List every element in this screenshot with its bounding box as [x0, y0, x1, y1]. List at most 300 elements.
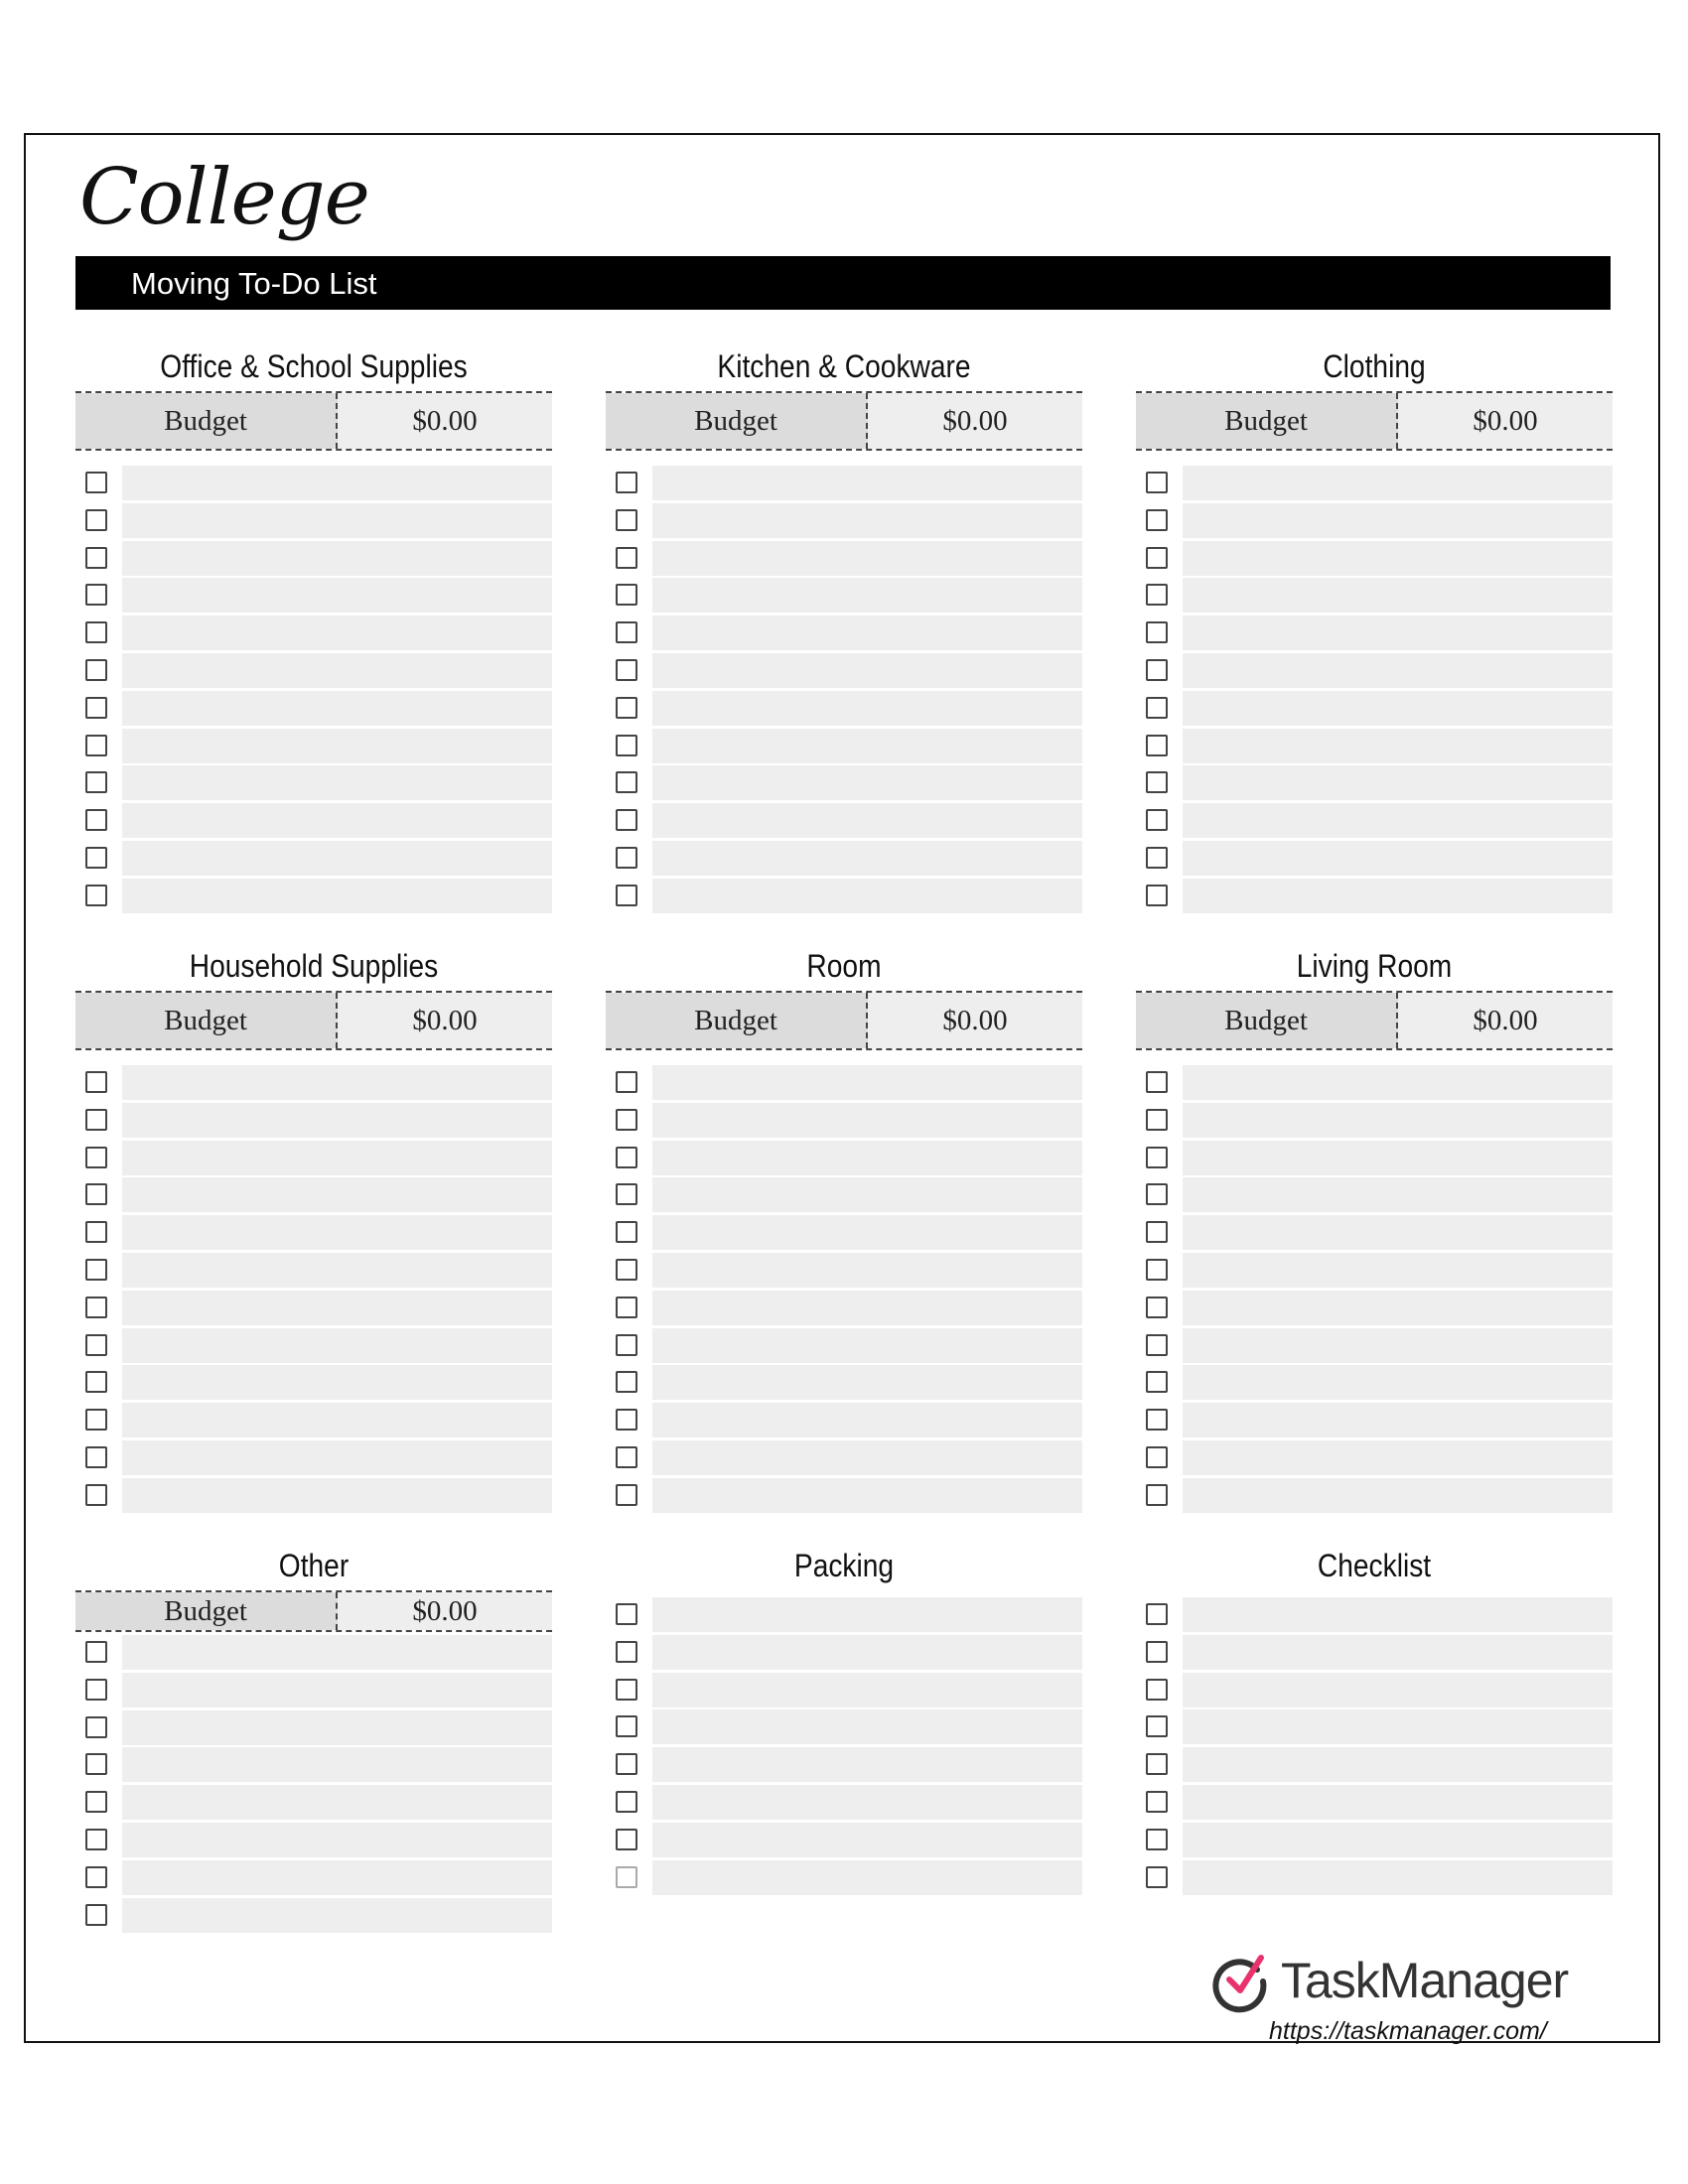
- checkbox[interactable]: [616, 1259, 637, 1281]
- checkbox[interactable]: [616, 1071, 637, 1093]
- task-entry-field[interactable]: [652, 1478, 1082, 1513]
- checkbox[interactable]: [616, 1183, 637, 1205]
- checkbox[interactable]: [1146, 1071, 1168, 1093]
- checkbox[interactable]: [1146, 1679, 1168, 1701]
- checklist-row: [606, 1214, 1082, 1252]
- checklist-row: [606, 1140, 1082, 1177]
- checklist-row: [1136, 1290, 1613, 1327]
- budget-value-field[interactable]: $0.00: [1398, 393, 1613, 449]
- checkbox[interactable]: [616, 584, 637, 606]
- task-entry-field[interactable]: [652, 1177, 1082, 1212]
- checklist-row: [75, 764, 552, 802]
- task-entry-field[interactable]: [652, 841, 1082, 876]
- checklist-row: [75, 1439, 552, 1477]
- task-entry-field[interactable]: [122, 1365, 552, 1400]
- task-entry-field[interactable]: [122, 615, 552, 650]
- task-entry-field[interactable]: [652, 1403, 1082, 1437]
- checklist-row: [606, 1402, 1082, 1439]
- checkbox[interactable]: [616, 771, 637, 793]
- task-entry-field[interactable]: [122, 1253, 552, 1288]
- brand-name: TaskManager: [1281, 1953, 1569, 2008]
- task-entry-field[interactable]: [652, 729, 1082, 763]
- checkbox[interactable]: [85, 1297, 107, 1318]
- checkbox[interactable]: [85, 1641, 107, 1663]
- checklist-row: [75, 1214, 552, 1252]
- checkbox[interactable]: [616, 1791, 637, 1813]
- checkbox[interactable]: [616, 1866, 637, 1888]
- task-entry-field[interactable]: [652, 1709, 1082, 1744]
- budget-value-field[interactable]: $0.00: [1398, 993, 1613, 1048]
- task-entry-field[interactable]: [1183, 578, 1613, 613]
- checkbox[interactable]: [616, 1297, 637, 1318]
- checkbox[interactable]: [616, 547, 637, 569]
- task-entry-field[interactable]: [652, 466, 1082, 500]
- task-entry-field[interactable]: [1183, 1785, 1613, 1820]
- section-kitchen-cookware: [606, 341, 1082, 915]
- checkbox[interactable]: [1146, 1866, 1168, 1888]
- checkbox[interactable]: [616, 809, 637, 831]
- checkbox[interactable]: [85, 1716, 107, 1738]
- checkbox[interactable]: [616, 509, 637, 531]
- checklist-row: [606, 1064, 1082, 1102]
- checkbox[interactable]: [616, 1679, 637, 1701]
- task-entry-field[interactable]: [122, 765, 552, 800]
- checkbox[interactable]: [1146, 1334, 1168, 1356]
- task-entry-field[interactable]: [1183, 1328, 1613, 1363]
- checkbox[interactable]: [1146, 1484, 1168, 1506]
- checkbox[interactable]: [616, 1109, 637, 1131]
- section-office-school-supplies: [75, 341, 552, 915]
- budget-value-field[interactable]: $0.00: [338, 393, 552, 449]
- checkbox[interactable]: [1146, 547, 1168, 569]
- task-entry-field[interactable]: [1183, 1597, 1613, 1632]
- checkbox[interactable]: [85, 1679, 107, 1701]
- checkbox[interactable]: [1146, 1715, 1168, 1737]
- checkbox[interactable]: [1146, 1829, 1168, 1850]
- checkbox[interactable]: [1146, 1446, 1168, 1468]
- task-entry-field[interactable]: [1183, 1291, 1613, 1325]
- checklist-row: [1136, 1214, 1613, 1252]
- checkbox[interactable]: [85, 1259, 107, 1281]
- task-entry-field[interactable]: [1183, 503, 1613, 538]
- task-entry-field[interactable]: [122, 1328, 552, 1363]
- checklist-row: [1136, 652, 1613, 690]
- checkbox[interactable]: [1146, 584, 1168, 606]
- checkbox[interactable]: [616, 1147, 637, 1168]
- task-entry-field[interactable]: [1183, 765, 1613, 800]
- checklist-row: [75, 465, 552, 502]
- checkbox[interactable]: [1146, 1297, 1168, 1318]
- checkbox[interactable]: [1146, 472, 1168, 493]
- budget-value-field[interactable]: $0.00: [338, 993, 552, 1048]
- checklist-row: [1136, 465, 1613, 502]
- task-entry-field[interactable]: [1183, 1103, 1613, 1138]
- task-entry-field[interactable]: [652, 1141, 1082, 1175]
- checkbox[interactable]: [85, 659, 107, 681]
- task-entry-field[interactable]: [652, 1785, 1082, 1820]
- checklist-row: [1136, 1176, 1613, 1214]
- task-entry-field[interactable]: [122, 653, 552, 688]
- checklist-row: [75, 1064, 552, 1102]
- checklist-row: [75, 614, 552, 652]
- checklist-row: [75, 1822, 552, 1859]
- checklist-row: [75, 1634, 552, 1672]
- task-entry-field[interactable]: [652, 1253, 1082, 1288]
- checklist-row: [1136, 1822, 1613, 1859]
- checkbox[interactable]: [85, 1791, 107, 1813]
- checklist: [606, 1064, 1082, 1515]
- task-entry-field[interactable]: [652, 1291, 1082, 1325]
- section-clothing: [1136, 341, 1613, 915]
- checkbox[interactable]: [85, 472, 107, 493]
- task-entry-field[interactable]: [1183, 1747, 1613, 1782]
- section-title: Other: [278, 1548, 350, 1583]
- checkbox[interactable]: [85, 809, 107, 831]
- budget-value-field[interactable]: $0.00: [338, 1592, 552, 1630]
- checkbox[interactable]: [85, 847, 107, 869]
- task-entry-field[interactable]: [122, 1710, 552, 1745]
- checklist-row: [1136, 764, 1613, 802]
- task-entry-field[interactable]: [652, 691, 1082, 726]
- task-entry-field[interactable]: [1183, 1440, 1613, 1475]
- task-entry-field[interactable]: [122, 1785, 552, 1820]
- task-entry-field[interactable]: [122, 1065, 552, 1100]
- checklist-row: [75, 878, 552, 915]
- task-entry-field[interactable]: [1183, 803, 1613, 838]
- checkbox[interactable]: [85, 1109, 107, 1131]
- checklist-row: [75, 1252, 552, 1290]
- checkbox[interactable]: [1146, 1791, 1168, 1813]
- task-entry-field[interactable]: [652, 1597, 1082, 1632]
- task-entry-field[interactable]: [122, 1478, 552, 1513]
- checkbox[interactable]: [616, 1753, 637, 1775]
- budget-value-field[interactable]: $0.00: [868, 993, 1082, 1048]
- checklist: [75, 465, 552, 915]
- task-entry-field[interactable]: [652, 1440, 1082, 1475]
- checkbox[interactable]: [85, 584, 107, 606]
- task-entry-field[interactable]: [1183, 1823, 1613, 1857]
- task-entry-field[interactable]: [1183, 653, 1613, 688]
- task-entry-field[interactable]: [1183, 615, 1613, 650]
- section-title: Kitchen & Cookware: [717, 348, 971, 384]
- checkbox[interactable]: [1146, 771, 1168, 793]
- task-entry-field[interactable]: [122, 841, 552, 876]
- task-entry-field[interactable]: [1183, 1403, 1613, 1437]
- task-entry-field[interactable]: [1183, 1709, 1613, 1744]
- checklist-row: [75, 1709, 552, 1747]
- brand-logo: [1209, 1950, 1626, 2019]
- checkbox[interactable]: [616, 1603, 637, 1625]
- task-entry-field[interactable]: [122, 1823, 552, 1857]
- budget-label: Budget: [75, 993, 338, 1048]
- checkbox[interactable]: [85, 1446, 107, 1468]
- checkbox[interactable]: [616, 1409, 637, 1431]
- budget-row: [1136, 991, 1613, 1050]
- task-entry-field[interactable]: [1183, 1177, 1613, 1212]
- checkbox[interactable]: [85, 1829, 107, 1850]
- task-entry-field[interactable]: [122, 1291, 552, 1325]
- task-entry-field[interactable]: [1183, 1365, 1613, 1400]
- checklist-row: [606, 1822, 1082, 1859]
- task-entry-field[interactable]: [1183, 1141, 1613, 1175]
- task-entry-field[interactable]: [652, 615, 1082, 650]
- checklist-row: [75, 1672, 552, 1709]
- checklist-row: [1136, 1252, 1613, 1290]
- task-entry-field[interactable]: [122, 541, 552, 576]
- checkbox[interactable]: [1146, 1753, 1168, 1775]
- checklist-row: [75, 652, 552, 690]
- checklist-row: [1136, 1708, 1613, 1746]
- checklist-row: [75, 1784, 552, 1822]
- checklist-row: [75, 540, 552, 578]
- task-entry-field[interactable]: [652, 1860, 1082, 1895]
- checklist-row: [606, 1176, 1082, 1214]
- checkbox[interactable]: [1146, 1109, 1168, 1131]
- section-packing: [606, 1541, 1082, 1896]
- checklist-row: [1136, 1672, 1613, 1709]
- task-entry-field[interactable]: [122, 879, 552, 913]
- checklist-row: [606, 1708, 1082, 1746]
- checklist-row: [606, 764, 1082, 802]
- checklist-row: [606, 1672, 1082, 1709]
- checklist-row: [1136, 1402, 1613, 1439]
- checklist-row: [1136, 802, 1613, 840]
- checklist-row: [75, 1402, 552, 1439]
- task-entry-field[interactable]: [122, 803, 552, 838]
- checkbox[interactable]: [85, 1334, 107, 1356]
- checklist: [606, 1596, 1082, 1896]
- checklist-row: [75, 690, 552, 728]
- checkbox[interactable]: [616, 1446, 637, 1468]
- checklist-row: [75, 1176, 552, 1214]
- checkbox[interactable]: [1146, 1641, 1168, 1663]
- budget-label: Budget: [1136, 993, 1398, 1048]
- task-entry-field[interactable]: [122, 1747, 552, 1782]
- checklist-row: [606, 1746, 1082, 1784]
- checkbox[interactable]: [1146, 1183, 1168, 1205]
- checklist-row: [75, 577, 552, 614]
- budget-label: Budget: [75, 1592, 338, 1630]
- task-entry-field[interactable]: [122, 1635, 552, 1670]
- checklist-row: [75, 1746, 552, 1784]
- task-entry-field[interactable]: [1183, 541, 1613, 576]
- checklist-row: [1136, 614, 1613, 652]
- checkbox[interactable]: [1146, 621, 1168, 643]
- checklist-row: [75, 1140, 552, 1177]
- checkbox[interactable]: [85, 1371, 107, 1393]
- task-entry-field[interactable]: [652, 1328, 1082, 1363]
- checkbox[interactable]: [616, 697, 637, 719]
- task-entry-field[interactable]: [122, 1440, 552, 1475]
- checklist-row: [606, 540, 1082, 578]
- checkbox[interactable]: [1146, 1259, 1168, 1281]
- budget-value-field[interactable]: $0.00: [868, 393, 1082, 449]
- task-entry-field[interactable]: [652, 1215, 1082, 1250]
- checklist-row: [606, 1634, 1082, 1672]
- task-entry-field[interactable]: [122, 1673, 552, 1707]
- checklist-row: [1136, 502, 1613, 540]
- task-entry-field[interactable]: [122, 503, 552, 538]
- checkbox[interactable]: [616, 472, 637, 493]
- task-entry-field[interactable]: [1183, 1065, 1613, 1100]
- checkbox[interactable]: [85, 697, 107, 719]
- section-title: Clothing: [1323, 348, 1426, 384]
- checkbox[interactable]: [85, 1484, 107, 1506]
- task-entry-field[interactable]: [122, 1403, 552, 1437]
- checkbox[interactable]: [85, 1221, 107, 1243]
- brand-url-link[interactable]: https://taskmanager.com/: [1269, 2017, 1547, 2045]
- checkbox[interactable]: [85, 1071, 107, 1093]
- checklist: [1136, 465, 1613, 915]
- task-entry-field[interactable]: [652, 541, 1082, 576]
- budget-row: [1136, 391, 1613, 451]
- checkbox[interactable]: [85, 509, 107, 531]
- checkbox[interactable]: [616, 735, 637, 756]
- page-title: College: [79, 153, 369, 242]
- task-entry-field[interactable]: [122, 1898, 552, 1933]
- checklist: [75, 1064, 552, 1515]
- task-entry-field[interactable]: [1183, 1860, 1613, 1895]
- task-entry-field[interactable]: [652, 503, 1082, 538]
- task-entry-field[interactable]: [652, 1365, 1082, 1400]
- checkbox[interactable]: [85, 1147, 107, 1168]
- checkbox[interactable]: [85, 1866, 107, 1888]
- checklist-row: [606, 1596, 1082, 1634]
- task-entry-field[interactable]: [122, 1177, 552, 1212]
- checklist-row: [75, 1477, 552, 1515]
- checklist-row: [606, 1102, 1082, 1140]
- checkbox[interactable]: [85, 885, 107, 906]
- checklist-row: [1136, 1477, 1613, 1515]
- task-entry-field[interactable]: [122, 1103, 552, 1138]
- task-entry-field[interactable]: [652, 1747, 1082, 1782]
- checkbox[interactable]: [616, 1334, 637, 1356]
- checkbox[interactable]: [85, 1409, 107, 1431]
- checkbox[interactable]: [1146, 735, 1168, 756]
- task-entry-field[interactable]: [122, 1141, 552, 1175]
- checklist-row: [606, 1859, 1082, 1897]
- checkbox[interactable]: [1146, 659, 1168, 681]
- checklist-row: [1136, 878, 1613, 915]
- task-entry-field[interactable]: [652, 803, 1082, 838]
- checkbox[interactable]: [1146, 697, 1168, 719]
- checklist-row: [606, 1290, 1082, 1327]
- budget-row: [75, 991, 552, 1050]
- task-entry-field[interactable]: [652, 1635, 1082, 1670]
- task-entry-field[interactable]: [652, 879, 1082, 913]
- checkbox[interactable]: [616, 1829, 637, 1850]
- budget-label: Budget: [606, 393, 868, 449]
- checkbox[interactable]: [85, 621, 107, 643]
- checkbox[interactable]: [1146, 1221, 1168, 1243]
- task-entry-field[interactable]: [652, 1673, 1082, 1707]
- task-entry-field[interactable]: [652, 653, 1082, 688]
- checkbox[interactable]: [616, 1641, 637, 1663]
- checkbox[interactable]: [1146, 1371, 1168, 1393]
- checkbox[interactable]: [616, 847, 637, 869]
- task-entry-field[interactable]: [1183, 1253, 1613, 1288]
- task-entry-field[interactable]: [1183, 466, 1613, 500]
- task-entry-field[interactable]: [122, 1860, 552, 1895]
- task-entry-field[interactable]: [122, 729, 552, 763]
- task-entry-field[interactable]: [122, 466, 552, 500]
- task-entry-field[interactable]: [1183, 879, 1613, 913]
- checklist-row: [1136, 1784, 1613, 1822]
- checkbox[interactable]: [1146, 809, 1168, 831]
- task-entry-field[interactable]: [1183, 729, 1613, 763]
- checkbox[interactable]: [85, 547, 107, 569]
- checklist-row: [75, 1290, 552, 1327]
- checklist-row: [75, 502, 552, 540]
- task-entry-field[interactable]: [652, 765, 1082, 800]
- checklist-row: [75, 1859, 552, 1897]
- task-entry-field[interactable]: [122, 578, 552, 613]
- checkbox[interactable]: [85, 1753, 107, 1775]
- checklist-row: [606, 614, 1082, 652]
- task-entry-field[interactable]: [1183, 1215, 1613, 1250]
- task-entry-field[interactable]: [1183, 1478, 1613, 1513]
- checkbox[interactable]: [616, 659, 637, 681]
- checklist: [606, 465, 1082, 915]
- checklist-row: [1136, 1364, 1613, 1402]
- checklist-row: [75, 1102, 552, 1140]
- task-entry-field[interactable]: [652, 578, 1082, 613]
- checklist-row: [1136, 540, 1613, 578]
- checklist: [75, 1634, 552, 1934]
- budget-row: [75, 391, 552, 451]
- checkbox[interactable]: [616, 885, 637, 906]
- section-title: Checklist: [1317, 1548, 1432, 1583]
- checklist-row: [606, 840, 1082, 878]
- section-other: [75, 1541, 552, 1934]
- budget-label: Budget: [75, 393, 338, 449]
- checkbox[interactable]: [616, 621, 637, 643]
- checklist-row: [75, 1897, 552, 1935]
- checklist: [1136, 1596, 1613, 1896]
- task-entry-field[interactable]: [1183, 1635, 1613, 1670]
- task-entry-field[interactable]: [1183, 841, 1613, 876]
- checkbox[interactable]: [1146, 1147, 1168, 1168]
- task-entry-field[interactable]: [122, 1215, 552, 1250]
- checkbox[interactable]: [1146, 1409, 1168, 1431]
- checkbox[interactable]: [616, 1715, 637, 1737]
- task-entry-field[interactable]: [122, 691, 552, 726]
- checkbox[interactable]: [1146, 847, 1168, 869]
- task-entry-field[interactable]: [652, 1823, 1082, 1857]
- checkbox[interactable]: [616, 1484, 637, 1506]
- checkbox[interactable]: [85, 1904, 107, 1926]
- checkbox[interactable]: [616, 1371, 637, 1393]
- checklist-row: [1136, 690, 1613, 728]
- task-entry-field[interactable]: [652, 1065, 1082, 1100]
- task-entry-field[interactable]: [652, 1103, 1082, 1138]
- checkbox[interactable]: [85, 1183, 107, 1205]
- checkbox[interactable]: [1146, 885, 1168, 906]
- checklist-row: [606, 802, 1082, 840]
- budget-label: Budget: [606, 993, 868, 1048]
- checklist-row: [1136, 1064, 1613, 1102]
- checklist-row: [75, 802, 552, 840]
- checkbox[interactable]: [85, 771, 107, 793]
- task-entry-field[interactable]: [1183, 691, 1613, 726]
- task-entry-field[interactable]: [1183, 1673, 1613, 1707]
- checkbox[interactable]: [85, 735, 107, 756]
- checkbox[interactable]: [616, 1221, 637, 1243]
- checkbox[interactable]: [1146, 509, 1168, 531]
- section-title: Living Room: [1296, 948, 1453, 984]
- checkbox[interactable]: [1146, 1603, 1168, 1625]
- checklist-row: [606, 1252, 1082, 1290]
